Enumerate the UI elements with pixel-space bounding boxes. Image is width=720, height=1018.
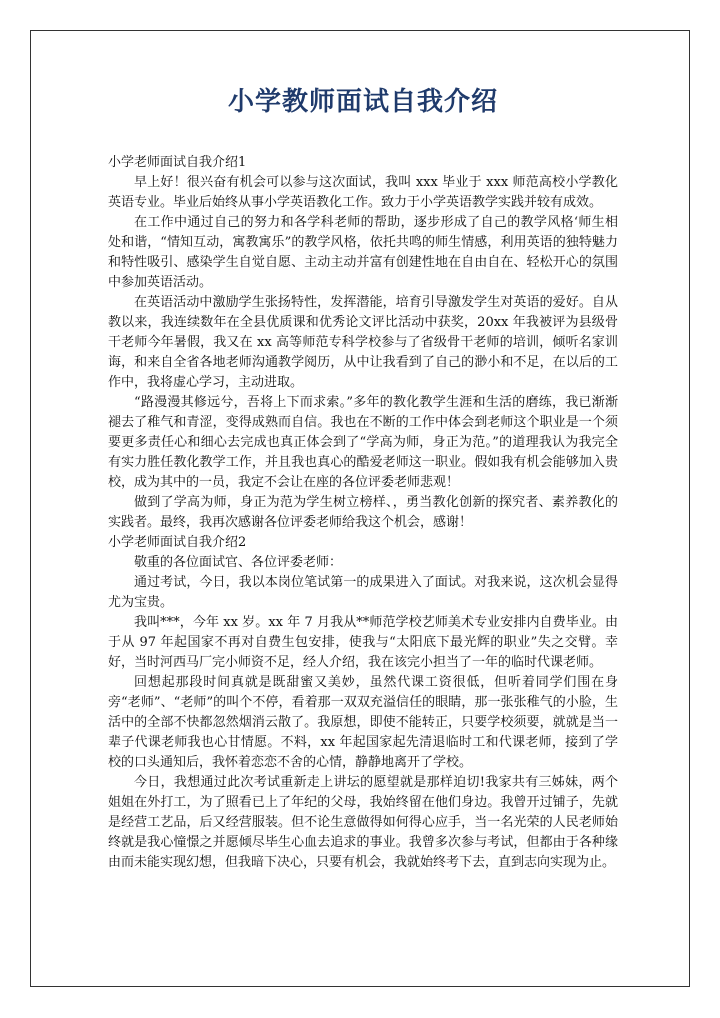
- paragraph: 今日，我想通过此次考试重新走上讲坛的愿望就是那样迫切!我家共有三姊妹，两个姐姐在外打工，为了照看已上了年纪的父母，我始终留在他们身边。我曾开过铺子，先就是经营工艺品，后又经营服装。但不论生意做得如何得心应手，当一名光荣的人民老师始终就是我心憧憬之并愿倾尽毕生心血去追求的事业。我曾多次参与考试，但都由于各种缘由而未能实现幻想，但我暗下决心，只要有机会，我就始终考下去，直到志向实现为止。: [108, 775, 618, 870]
- paragraph: 做到了学高为师，身正为范为学生树立榜样、，勇当教化创新的探究者、素养教化的实践者。最终，我再次感谢各位评委老师给我这个机会，感谢！: [108, 495, 618, 530]
- paragraph: 早上好！很兴奋有机会可以参与这次面试，我叫 xxx 毕业于 xxx 师范高校小学教化英语专业。毕业后始终从事小学英语教化工作。致力于小学英语教学实践并较有成效。: [108, 175, 618, 210]
- document-body: [108, 82, 618, 873]
- paragraph: 在工作中通过自己的努力和各学科老师的帮助，逐步形成了自己的教学风格‘师生相处和谐，“情知互动，寓教寓乐”的教学风格，依托共鸣的师生情感，利用英语的独特魅力和特性吸引、感染学生自觉自愿、主动主动并富有创建性地在自由自在、轻松开心的氛围中参加英语活动。: [108, 215, 618, 290]
- paragraph: 在英语活动中激励学生张扬特性，发挥潜能，培育引导激发学生对英语的爱好。自从教以来，我连续数年在全县优质课和优秀论文评比活动中获奖，20xx 年我被评为县级骨干老师今年暑假，我又在 xx 高等师范专科学校参与了省级骨干老师的培训，倾听名家训诲，和来自全省各地老师沟通教学阅历，从中让我看到了自己的渺小和不足，在以后的工作中，我将虚心学习，主动进取。: [108, 295, 618, 390]
- document-title: 小学教师面试自我介绍: [227, 87, 498, 117]
- section-heading: 小学老师面试自我介绍2: [108, 535, 247, 550]
- paragraph: 敬重的各位面试官、各位评委老师：: [134, 555, 343, 570]
- paragraph: 回想起那段时间真就是既甜蜜又美妙，虽然代课工资很低，但听着同学们围在身旁“老师”、“老师”的叫个不停，看着那一双双充溢信任的眼睛，那一张张稚气的小脸，生活中的全部不快都忽然烟消云散了。我原想，即使不能转正，只要学校须要，就就是当一辈子代课老师我也心甘情愿。不料，xx 年起国家起先清退临时工和代课老师，接到了学校的口头通知后，我怀着恋恋不舍的心情，静静地离开了学校。: [108, 675, 618, 770]
- paragraph: “路漫漫其修远兮，吾将上下而求索。”多年的教化教学生涯和生活的磨练，我已渐渐褪去了稚气和青涩，变得成熟而自信。我也在不断的工作中体会到老师这个职业是一个须要更多责任心和细心去完成也真正体会到了“学高为师，身正为范。”的道理我认为我完全有实力胜任教化教学工作，并且我也真心的酷爱老师这一职业。假如我有机会能够加入贵校，成为其中的一员，我定不会让在座的各位评委老师悲观！: [108, 395, 618, 490]
- paragraph: 通过考试，今日，我以本岗位笔试第一的成果进入了面试。对我来说，这次机会显得尤为宝贵。: [108, 575, 618, 610]
- section-1: [108, 153, 618, 533]
- section-2: [108, 533, 618, 873]
- paragraph: 我叫***，今年 xx 岁。xx 年 7 月我从**师范学校艺师美术专业安排内自费毕业。由于从 97 年起国家不再对自费生包安排，使我与“太阳底下最光辉的职业”失之交臂。幸好，当时河西马厂完小师资不足，经人介绍，我在该完小担当了一年的临时代课老师。: [108, 615, 618, 670]
- section-heading: 小学老师面试自我介绍1: [108, 155, 247, 170]
